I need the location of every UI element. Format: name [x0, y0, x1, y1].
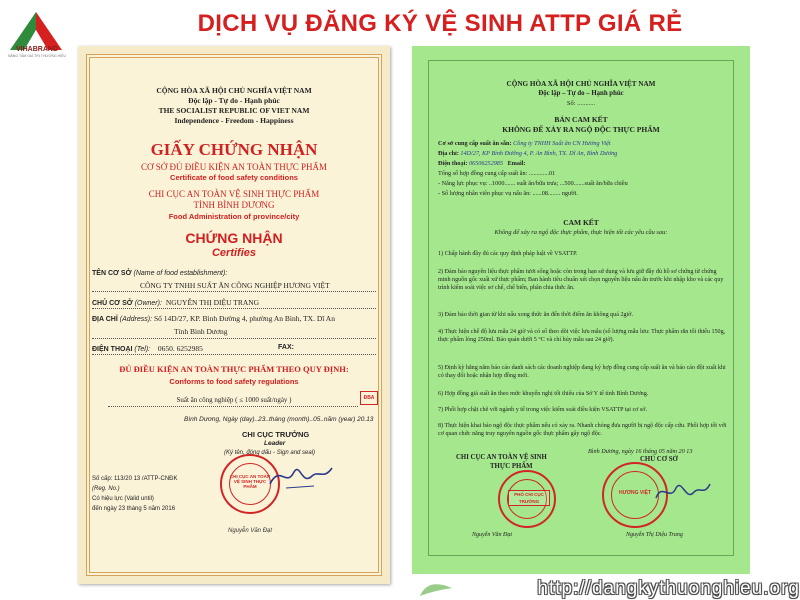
no-poisoning-commitment	[412, 46, 750, 574]
qualified-en: Conforms to food safety regulations	[169, 377, 299, 386]
leader-title-vn: CHI CỤC TRƯỞNG	[242, 430, 310, 439]
scope-text: Suất ăn công nghiệp ( ≤ 1000 suất/ngày )	[176, 396, 292, 404]
establishment-value-row	[140, 281, 330, 290]
divider	[92, 308, 376, 309]
fax-label: FAX:	[278, 344, 294, 351]
sign-note: (Ký tên, đóng dấu - Sign and seal)	[224, 450, 316, 456]
commitment-date: Bình Dương, ngày 16 tháng 05 năm 20 13	[588, 448, 693, 455]
phone-field	[92, 344, 203, 353]
address-value-line2: Tỉnh Bình Dương	[174, 327, 228, 336]
motto-vn: Độc lập - Tự do - Hạnh phúc	[188, 96, 280, 105]
issuer-en: Food Administration of province/city	[168, 212, 300, 221]
commitment-item: 6) Hợp đồng giá suất ăn theo mức khuyến nghị tối thiểu của Sở Y tế tỉnh Bình Dương.	[438, 391, 649, 397]
address-row	[438, 150, 617, 157]
signature-icon	[266, 458, 336, 494]
motto-vn: Độc lập – Tự do – Hạnh phúc	[538, 90, 624, 97]
cert-number: Số cấp: 113/20 13 /ATTP-CNĐK	[92, 476, 178, 482]
email-label: Email:	[507, 160, 526, 167]
commitment-item: 2) Đảm bảo nguyên liệu thực phẩm tươi sống hoặc còn trong hạn sử dụng và lưu giữ đầy đủ hồ sơ chứng từ chứng minh nguồn gốc xuất xứ thực phẩm; Ban hành tiêu chuẩn xét chọn nguyên liệu nấu ăn trước khi nhập kho và các quy trình kiểm soát việc sơ chế, chế biến, phân chia thức ăn.	[438, 269, 724, 291]
certifies-en: Certifies	[211, 247, 257, 259]
divider	[92, 354, 376, 355]
divider	[92, 338, 376, 339]
phone-label: ĐIỆN THOẠI	[92, 346, 133, 353]
qualified-vn: ĐỦ ĐIỀU KIỆN AN TOÀN THỰC PHẨM THEO QUY ĐỊNH:	[119, 364, 349, 374]
commit-intro: Không để xảy ra ngộ độc thực phẩm, thực hiện tốt các yêu cầu sau:	[494, 229, 668, 236]
phone-label: Điện thoại:	[438, 160, 468, 167]
food-safety-certificate	[78, 46, 390, 584]
owner-label: CHỦ CƠ SỞ	[92, 300, 133, 307]
contracts-line: Tổng số hợp đồng cung cấp suất ăn: .............01	[438, 170, 556, 177]
authority-stamp-text: PHÓ CHI CỤC TRƯỞNG	[508, 490, 550, 506]
phone-row	[438, 160, 525, 167]
owner-value: NGUYỄN THỊ DIỆU TRANG	[165, 298, 260, 307]
commit-title: CAM KẾT	[563, 218, 599, 227]
owner-signature-icon	[652, 476, 712, 508]
address-label: ĐỊA CHỈ	[92, 316, 118, 323]
establishment-field	[92, 270, 227, 277]
owner-label-en: (Owner):	[134, 300, 162, 307]
commitment-title-2: KHÔNG ĐỂ XẢY RA NGỘ ĐỘC THỰC PHẨM	[502, 125, 660, 134]
signer-right: Nguyễn Thị Diệu Trang	[626, 532, 683, 538]
reg-number-label: (Reg. No.)	[92, 486, 120, 492]
address-label: Địa chỉ:	[438, 150, 459, 157]
producer-value: Công ty TNHH Suất ăn CN Hương Việt	[513, 140, 611, 147]
producer-label: Cơ sở cung cấp suất ăn sẵn:	[438, 140, 512, 147]
fax-field	[278, 344, 294, 351]
address-line2-row	[174, 327, 227, 336]
commitment-item: 5) Định kỳ hằng năm báo cáo danh sách các doanh nghiệp đang ký hợp đồng cung cấp suất ăn và báo cáo đột xuất khi có thay đổi hoặc nhận hợp đồng mới.	[438, 365, 726, 379]
owner-field	[92, 298, 259, 307]
leader-title-en: Leader	[264, 440, 286, 447]
commitment-item: 4) Thực hiện chế độ lưu mẫu 24 giờ và có sổ theo dõi việc lưu mẫu (số lượng mẫu lưu: Thực phẩm rắn tối thiểu 150g, thực phẩm lỏng 250ml. Bảo quản dưới 5 °C và chỉ hủy mẫu sau 24 giờ).	[438, 329, 726, 343]
certifies-vn: CHỨNG NHẬN	[185, 230, 283, 246]
capacity-line: - Năng lực phục vụ: ..1000....... suất ăn/bữa trưa; ...500.......suất ăn/bữa chiều	[438, 180, 628, 187]
address-value: 14D/27, KP Bình Đường 4, P. An Bình, TX. Dĩ An, Bình Dương	[460, 150, 618, 157]
establishment-label: TÊN CƠ SỞ	[92, 270, 132, 277]
certificate-title: GIẤY CHỨNG NHẬN	[150, 140, 318, 159]
valid-until-label: Có hiệu lực (Valid until)	[92, 496, 154, 502]
phone-label-en: (Tel):	[134, 346, 151, 353]
address-field	[92, 314, 335, 323]
signer-left: Nguyễn Văn Đạt	[472, 532, 512, 538]
divider	[108, 406, 358, 407]
address-label-en: (Address):	[119, 316, 153, 323]
company-seal-text: HƯƠNG VIỆT	[618, 490, 652, 496]
page-title: DỊCH VỤ ĐĂNG KÝ VỆ SINH ATTP GIÁ RẺ	[197, 10, 683, 37]
phone-value: 06506252985	[468, 160, 503, 167]
valid-date: đến ngày 23 tháng 5 năm 2016	[92, 506, 176, 512]
commitment-item: 3) Đảm bảo thời gian từ khi nấu xong thức ăn đến thời điểm ăn không quá 2giờ.	[438, 312, 633, 318]
country-name-vn: CỘNG HÒA XÃ HỘI CHỦ NGHĨA VIỆT NAM	[506, 80, 656, 88]
authority-title-1: CHI CỤC AN TOÀN VỆ SINH	[456, 454, 547, 461]
certificate-subtitle-en: Certificate of food safety conditions	[170, 173, 298, 182]
commitment-item: 8) Thực hiện khai báo ngộ độc thực phẩm nếu có xảy ra. Nhanh chóng đưa người bị ngộ độc cấp cứu. Phối hợp tốt với cơ quan chức năng truy nguyên nguồn gốc thực phẩm gây ngộ độc.	[438, 423, 727, 437]
country-name-vn: CỘNG HÒA XÃ HỘI CHỦ NGHĨA VIỆT NAM	[156, 86, 312, 95]
issue-date: Bình Dương, Ngày (day)..23..tháng (month)..05..năm (year) 20.13	[184, 416, 374, 423]
facility-owner-title: CHỦ CƠ SỞ	[640, 456, 678, 463]
staff-line: - Số lượng nhân viên phục vụ nấu ăn: ......08........ người.	[438, 190, 578, 197]
motto-en: Independence - Freedom - Happiness	[174, 116, 294, 125]
country-name-en: THE SOCIALIST REPUBLIC OF VIET NAM	[158, 106, 310, 115]
issuer-vn: CHI CỤC AN TOÀN VỆ SINH THỰC PHẨM	[148, 189, 320, 199]
establishment-value: CÔNG TY TNHH SUẤT ĂN CÔNG NGHIỆP HƯƠNG VIỆT	[140, 281, 330, 290]
document-number: Số: ...........	[566, 100, 596, 107]
logo-tagline: NÂNG TẦM GIÁ TRỊ THƯƠNG HIỆU	[7, 54, 67, 58]
address-value-line1: Số 14D/27, KP. Bình Đường 4, phường An Bình, TX. Dĩ An	[154, 314, 335, 323]
divider	[92, 291, 376, 292]
official-seal-text: CHI CỤC AN TOÀN VỆ SINH THỰC PHẨM	[229, 474, 271, 489]
commitment-item: 7) Phối hợp chặt chẽ với ngành y tế trong việc kiểm soát điều kiện VSATTP tại cơ sở.	[438, 407, 648, 413]
commitment-item: 1) Chấp hành đầy đủ các quy định pháp luật về VSATTP.	[438, 251, 578, 257]
certificate-subtitle-vn: CƠ SỞ ĐỦ ĐIỀU KIỆN AN TOÀN THỰC PHẨM	[141, 162, 327, 172]
logo-name: VIHABRAND	[16, 46, 58, 53]
issuer-province: TỈNH BÌNH DƯƠNG	[193, 200, 275, 210]
commitment-title-1: BẢN CAM KẾT	[554, 115, 608, 124]
authority-title-2: THỰC PHẨM	[490, 463, 533, 470]
producer-row	[438, 140, 611, 147]
corner-stamp: ĐBA	[360, 391, 378, 405]
phone-value: 0650. 6252985	[157, 344, 203, 353]
signer-name: Nguyễn Văn Đạt	[228, 528, 273, 534]
website-watermark[interactable]: http://dangkythuonghieu.org	[537, 578, 800, 599]
establishment-label-en: (Name of food establishment):	[133, 270, 228, 277]
